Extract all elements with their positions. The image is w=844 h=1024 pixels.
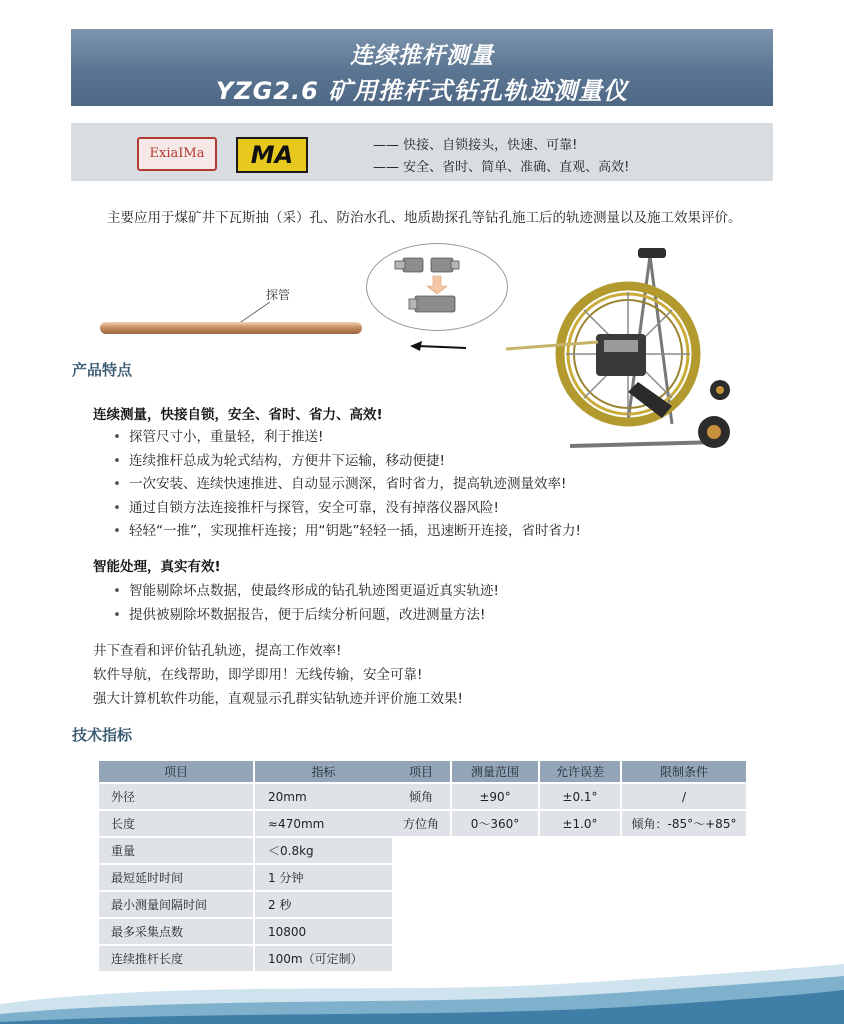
table-cell: ±1.0° (540, 811, 620, 836)
decorative-waves (0, 960, 844, 1024)
feature-list (113, 580, 499, 627)
measurement-table (390, 759, 748, 838)
specs-heading: 技术指标 (72, 726, 133, 744)
table-row (99, 919, 392, 944)
summary-line: 软件导航，在线帮助，即学即用！无线传输，安全可靠! (93, 667, 423, 683)
summary-line: 强大计算机软件功能，直观显示孔群实钻轨迹并评价施工效果! (93, 691, 463, 707)
table-cell: 倾角：-85°～+85° (622, 811, 746, 836)
column-header: 测量范围 (452, 761, 538, 782)
push-rod-reel-image (500, 242, 740, 456)
table-cell: ≈470mm (255, 811, 392, 836)
list-item: • 一次安装、连续快速推进、自动显示测深，省时省力，提高轨迹测量效率! (113, 473, 581, 497)
table-row (99, 892, 392, 917)
title-banner (71, 29, 773, 106)
slogan-line: —— 快接、自锁接头，快速、可靠! (373, 138, 578, 153)
table-row (99, 838, 392, 863)
table-cell: / (622, 784, 746, 809)
list-item: • 通过自锁方法连接推杆与探管，安全可靠，没有掉落仪器风险! (113, 497, 581, 521)
summary-line: 井下查看和评价钻孔轨迹，提高工作效率! (93, 643, 342, 659)
table-cell: 重量 (99, 838, 253, 863)
table-cell: 1 分钟 (255, 865, 392, 890)
table-cell: 2 秒 (255, 892, 392, 917)
table-header-row (392, 761, 746, 782)
feature-list (113, 426, 581, 544)
table-cell: ＜0.8kg (255, 838, 392, 863)
table-cell: 20mm (255, 784, 392, 809)
column-header: 项目 (392, 761, 450, 782)
table-cell: ±90° (452, 784, 538, 809)
probe-tube-image (100, 322, 362, 334)
table-cell: 倾角 (392, 784, 450, 809)
probe-label: 探管 (266, 288, 291, 302)
column-header: 限制条件 (622, 761, 746, 782)
feature-group-heading: 连续测量，快接自锁，安全、省时、省力、高效! (93, 407, 383, 423)
table-cell: 最短延时时间 (99, 865, 253, 890)
table-cell: 最多采集点数 (99, 919, 253, 944)
page-subtitle: YZG2.6 矿用推杆式钻孔轨迹测量仪 (215, 77, 629, 105)
slogan-line: —— 安全、省时、简单、准确、直观、高效! (373, 160, 630, 175)
column-header: 允许误差 (540, 761, 620, 782)
list-item: • 轻轻“一推”，实现推杆连接；用“钥匙”轻轻一插，迅速断开连接，省时省力! (113, 520, 581, 544)
column-header: 项目 (99, 761, 253, 782)
exia-certification-logo: ExiaIMa (137, 137, 217, 171)
table-row (392, 811, 746, 836)
intro-paragraph: 主要应用于煤矿井下瓦斯抽（采）孔、防治水孔、地质勘探孔等钻孔施工后的轨迹测量以及施工效果评价。 (107, 210, 742, 226)
list-item: • 连续推杆总成为轮式结构，方便井下运输，移动便捷! (113, 450, 581, 474)
table-cell: 10800 (255, 919, 392, 944)
page-title: 连续推杆测量 (350, 43, 494, 69)
table-row (99, 865, 392, 890)
table-row (99, 784, 392, 809)
ma-certification-logo: MA (236, 137, 308, 173)
table-cell: 长度 (99, 811, 253, 836)
logo-band (71, 123, 773, 181)
list-item: • 提供被剔除坏数据报告，便于后续分析问题，改进测量方法! (113, 604, 499, 628)
feature-group-heading: 智能处理，真实有效! (93, 559, 221, 575)
table-cell: 方位角 (392, 811, 450, 836)
list-item: • 探管尺寸小，重量轻，利于推送! (113, 426, 581, 450)
table-cell: ±0.1° (540, 784, 620, 809)
table-header-row (99, 761, 392, 782)
table-cell: 连续推杆长度 (99, 946, 253, 971)
column-header: 指标 (255, 761, 392, 782)
spec-table (97, 759, 394, 973)
table-cell: 0～360° (452, 811, 538, 836)
push-direction-arrow-icon (408, 340, 468, 356)
table-cell: 外径 (99, 784, 253, 809)
table-cell: 最小测量间隔时间 (99, 892, 253, 917)
list-item: • 智能剔除坏点数据，使最终形成的钻孔轨迹图更逼近真实轨迹! (113, 580, 499, 604)
table-row (392, 784, 746, 809)
features-heading: 产品特点 (72, 361, 133, 379)
table-row (99, 811, 392, 836)
table-cell: 100m（可定制） (255, 946, 392, 971)
connector-detail-image (366, 243, 508, 331)
